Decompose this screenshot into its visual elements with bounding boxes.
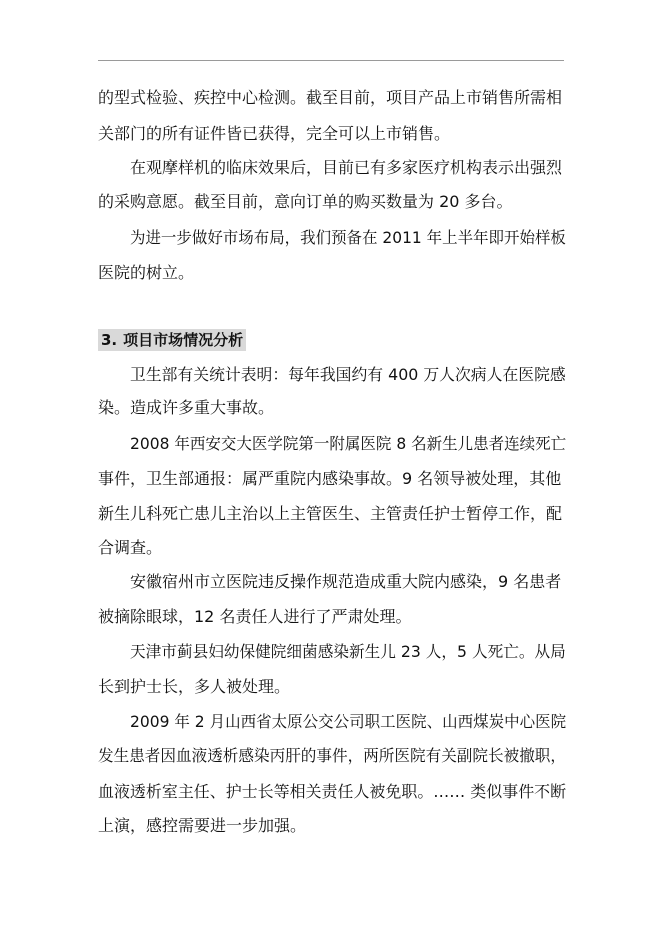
text-line: 安徽宿州市立医院违反操作规范造成重大院内感染，9 名患者 [130,572,562,591]
text-line: 为进一步做好市场布局，我们预备在 2011 年上半年即开始样板 [130,228,566,247]
text-line: 被摘除眼球，12 名责任人进行了严肃处理。 [98,607,412,626]
section-title: 项目市场情况分析 [123,331,244,349]
text-line: 卫生部有关统计表明：每年我国约有 400 万人次病人在医院感 [130,365,566,384]
text-line: 发生患者因血液透析感染丙肝的事件，两所医院有关副院长被撤职， [98,746,567,765]
text-line: 血液透析室主任、护士长等相关责任人被免职。…… 类似事件不断 [98,782,567,801]
text-line: 天津市蓟县妇幼保健院细菌感染新生儿 23 人，5 人死亡。从局 [130,642,566,661]
text-line: 新生儿科死亡患儿主治以上主管医生、主管责任护士暂停工作，配 [98,504,563,523]
header-rule [98,60,564,61]
section-number: 3. [101,331,118,349]
text-line: 2008 年西安交大医学院第一附属医院 8 名新生儿患者连续死亡 [130,434,567,453]
text-line: 合调查。 [98,538,163,557]
text-line: 2009 年 2 月山西省太原公交公司职工医院、山西煤炭中心医院 [130,712,567,731]
text-line: 上演，感控需要进一步加强。 [98,816,307,835]
text-line: 染。造成许多重大事故。 [98,398,275,417]
text-line: 关部门的所有证件皆已获得，完全可以上市销售。 [98,124,451,143]
text-line: 长到护士长，多人被处理。 [98,677,291,696]
section-heading [98,329,246,351]
text-line: 事件，卫生部通报：属严重院内感染事故。9 名领导被处理，其他 [98,469,562,488]
text-line: 医院的树立。 [98,263,195,282]
text-line: 的型式检验、疾控中心检测。截至目前，项目产品上市销售所需相 [98,88,563,107]
text-line: 的采购意愿。截至目前，意向订单的购买数量为 20 多台。 [98,192,513,211]
text-line: 在观摩样机的临床效果后，目前已有多家医疗机构表示出强烈 [130,158,563,177]
